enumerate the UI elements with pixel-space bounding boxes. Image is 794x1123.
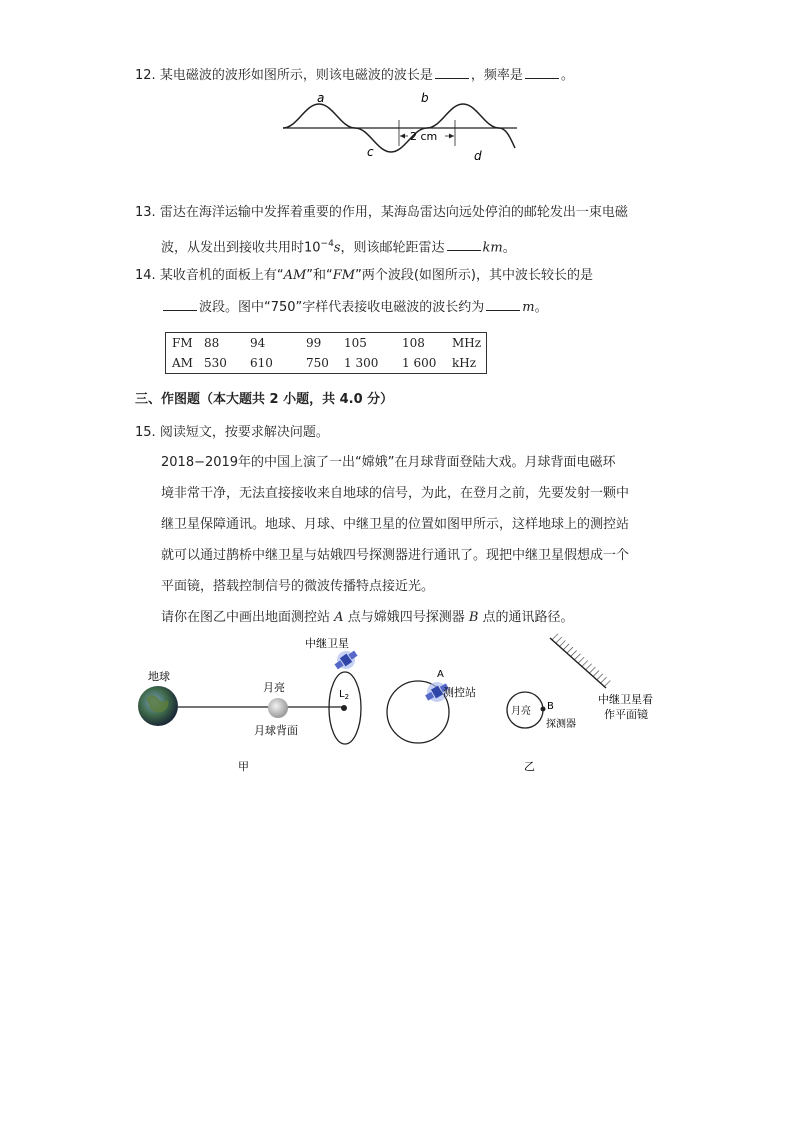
q13-text-2b: ，则该邮轮距雷达	[340, 240, 445, 256]
q14-blank-band[interactable]	[163, 298, 197, 311]
moon-back-label: 月球背面	[254, 724, 298, 737]
q15-point-A: A	[334, 610, 344, 625]
q13-text-2c: 。	[502, 240, 516, 256]
relay-satellite-icon	[331, 646, 361, 675]
figure-yi	[507, 632, 653, 773]
l2-label: $L_2$	[339, 689, 350, 701]
q14-number: 14.	[135, 268, 156, 283]
table-cell: MHz	[452, 336, 482, 350]
probe-label: 探测器	[546, 719, 576, 730]
q15-ask	[161, 609, 574, 627]
q13-blank-distance[interactable]	[447, 238, 481, 251]
frequency-table	[165, 332, 487, 374]
table-cell: kHz	[452, 356, 477, 370]
q13-unit-s: s	[333, 240, 341, 256]
q13-exponent: −4	[320, 239, 334, 249]
moon-label: 月亮	[263, 681, 285, 694]
q12-wave-figure	[275, 90, 525, 170]
q14-fm: FM	[332, 268, 356, 283]
relay-label: 中继卫星	[305, 637, 349, 650]
table-row-am	[166, 353, 487, 374]
q12-number: 12.	[135, 68, 156, 83]
table-cell: 1 300	[344, 356, 379, 370]
q15-ask-b: 点与嫦娥四号探测器	[347, 610, 465, 625]
q15-number: 15.	[135, 425, 156, 440]
q15-para-line1: 2018−2019年的中国上演了一出“嫦娥”在月球背面登陆大戏。月球背面电磁环	[161, 455, 616, 470]
q15-figures	[130, 630, 690, 780]
moon-globe	[268, 698, 288, 718]
q12-text	[135, 66, 574, 85]
table-cell: FM	[172, 336, 193, 350]
A-label: A	[437, 669, 444, 680]
q14-line2	[161, 298, 548, 317]
table-cell: 99	[306, 336, 322, 350]
mirror-label-1: 中继卫星看	[598, 693, 653, 706]
q12-blank-wavelength[interactable]	[435, 66, 469, 79]
q12-stem-c: 。	[560, 68, 574, 83]
q14-text-2b: 。	[534, 300, 548, 315]
table-cell: 610	[250, 356, 273, 370]
caption-jia: 甲	[238, 760, 249, 773]
section3-title: 三、作图题（本大题共 2 小题，共 4.0 分）	[135, 392, 394, 407]
table-cell: 1 600	[402, 356, 437, 370]
q13-unit-km: km	[482, 240, 503, 256]
q14-text-1c: ”两个波段(如图所示)，其中波长较长的是	[355, 268, 593, 283]
q14-text-1b: ”和“	[306, 268, 333, 283]
table-cell: 94	[250, 336, 266, 350]
q15-point-B: B	[468, 610, 479, 625]
table-cell: 750	[306, 356, 329, 370]
q12-blank-frequency[interactable]	[525, 66, 559, 79]
figure-jia	[138, 636, 476, 773]
q14-text-2a: 波段。图中“750”字样代表接收电磁波的波长约为	[199, 300, 485, 315]
table-cell: AM	[172, 356, 193, 370]
q14-line1	[135, 267, 593, 285]
q15-para-line5: 平面镜，搭载控制信号的微波传播特点接近光。	[161, 579, 435, 594]
q14-frequency-table-wrap	[165, 332, 487, 374]
B-label: B	[547, 701, 554, 712]
q12-stem-b: ，频率是	[470, 68, 523, 83]
q14-am: AM	[283, 268, 307, 283]
q15-para-line3: 继卫星保障通讯。地球、月球、中继卫星的位置如图甲所示，这样地球上的测控站	[161, 517, 630, 532]
table-cell: 88	[204, 336, 220, 350]
q14-unit-m: m	[522, 300, 535, 315]
caption-yi: 乙	[524, 760, 535, 773]
q13-number: 13.	[135, 205, 156, 220]
q13-text-1: 雷达在海洋运输中发挥着重要的作用，某海岛雷达向远处停泊的邮轮发出一束电磁	[159, 205, 628, 220]
q13-line1	[135, 204, 628, 222]
table-cell: 105	[344, 336, 367, 350]
q15-para-line4: 就可以通过鹊桥中继卫星与姑娥四号探测器进行通讯了。现把中继卫星假想成一个	[161, 548, 630, 563]
q15-ask-c: 点的通讯路径。	[482, 610, 574, 625]
q13-text-2a: 波，从发出到接收共用时10	[161, 240, 321, 256]
table-row-fm	[166, 333, 487, 354]
mirror-label-2: 作平面镜	[604, 708, 648, 721]
label-d: d	[474, 149, 482, 163]
l2-point	[341, 705, 347, 711]
q13-line2	[161, 235, 516, 257]
table-cell: 530	[204, 356, 227, 370]
q15-ask-a: 请你在图乙中画出地面测控站	[161, 610, 331, 625]
q14-text-1a: 某收音机的面板上有“	[159, 268, 284, 283]
label-b: b	[421, 91, 429, 105]
earth-label: 地球	[148, 670, 170, 683]
plane-mirror	[550, 632, 612, 688]
point-B	[541, 707, 546, 712]
q15-line0	[135, 424, 329, 442]
dim-arrowhead-right	[449, 134, 454, 139]
table-cell: 108	[402, 336, 425, 350]
label-a: a	[317, 91, 325, 105]
q14-blank-wavelength[interactable]	[486, 298, 520, 311]
label-c: c	[367, 145, 374, 159]
q12-stem-a: 某电磁波的波形如图所示，则该电磁波的波长是	[159, 68, 433, 83]
dim-arrowhead-left	[400, 134, 405, 139]
q15-intro: 阅读短文，按要求解决问题。	[159, 425, 329, 440]
yi-moon-label: 月亮	[511, 706, 531, 717]
q15-para-line2: 境非常干净，无法直接接收来自地球的信号，为此，在登月之前，先要发射一颗中	[161, 486, 630, 501]
label-2cm: 2 cm	[410, 130, 438, 143]
station-label: 测控站	[443, 686, 476, 699]
